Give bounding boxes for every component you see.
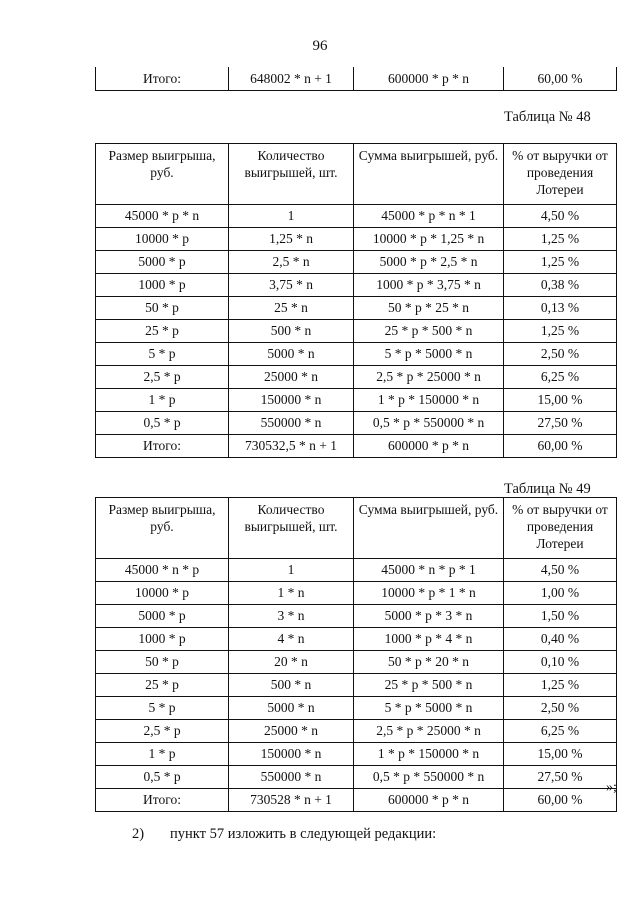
table-cell: 3,75 * n [229, 274, 354, 297]
table-cell: 15,00 % [504, 743, 617, 766]
table-cell: Итого: [96, 67, 229, 91]
column-header: % от выручки от проведения Лотереи [504, 144, 617, 205]
paragraph-text: пункт 57 изложить в следующей редакции: [170, 826, 437, 842]
table-cell: 1000 * p * 4 * n [354, 628, 504, 651]
table-cell: 25 * p [96, 320, 229, 343]
table-cell: 500 * n [229, 674, 354, 697]
table-cell: 10000 * p [96, 582, 229, 605]
table-cell: 1,25 % [504, 228, 617, 251]
table-row [96, 205, 617, 228]
table-cell: 5000 * p * 3 * n [354, 605, 504, 628]
table-cell: 25000 * n [229, 720, 354, 743]
table-cell: 600000 * p * n [354, 789, 504, 812]
table-cell: 1 [229, 559, 354, 582]
total-row [96, 789, 617, 812]
table-row [96, 605, 617, 628]
table-cell: 45000 * p * n * 1 [354, 205, 504, 228]
table-cell: 1 * n [229, 582, 354, 605]
table-cell: 2,5 * n [229, 251, 354, 274]
table-cell: 550000 * n [229, 766, 354, 789]
table-row [96, 366, 617, 389]
table-row [96, 743, 617, 766]
table-49-caption: Таблица № 49 [504, 481, 591, 497]
table-cell: 10000 * p * 1 * n [354, 582, 504, 605]
column-header: Размер выигрыша, руб. [96, 144, 229, 205]
table-cell: 10000 * p * 1,25 * n [354, 228, 504, 251]
page-number: 96 [312, 38, 328, 54]
table-cell: 1,25 * n [229, 228, 354, 251]
table-cell: 5 * p [96, 697, 229, 720]
table-cell: 50 * p [96, 651, 229, 674]
table-cell: 0,5 * p [96, 766, 229, 789]
table-cell: 45000 * p * n [96, 205, 229, 228]
table-cell: 25 * n [229, 297, 354, 320]
table-cell: 730532,5 * n + 1 [229, 435, 354, 458]
column-header: Размер выигрыша, руб. [96, 498, 229, 559]
table-cell: 45000 * n * p * 1 [354, 559, 504, 582]
column-header: Количество выигрышей, шт. [229, 144, 354, 205]
table-row [96, 651, 617, 674]
table-cell: 730528 * n + 1 [229, 789, 354, 812]
table-row [96, 720, 617, 743]
table-header-row [96, 498, 617, 559]
table-cell: 5 * p * 5000 * n [354, 697, 504, 720]
table-cell: 1,25 % [504, 251, 617, 274]
table-cell: 50 * p * 20 * n [354, 651, 504, 674]
table-cell: 0,5 * p [96, 412, 229, 435]
column-header: Сумма выигрышей, руб. [354, 498, 504, 559]
table-cell: 10000 * p [96, 228, 229, 251]
table-cell: 1,50 % [504, 605, 617, 628]
column-header: Сумма выигрышей, руб. [354, 144, 504, 205]
table-cell: 0,10 % [504, 651, 617, 674]
total-row [96, 435, 617, 458]
table-cell: 5000 * n [229, 697, 354, 720]
table-cell: 1 * p * 150000 * n [354, 743, 504, 766]
table-cell: 5000 * p [96, 605, 229, 628]
table-cell: 0,13 % [504, 297, 617, 320]
table-cell: 1000 * p * 3,75 * n [354, 274, 504, 297]
paragraph-number: 2) [132, 826, 145, 842]
table-cell: 1,25 % [504, 320, 617, 343]
table-cell: 600000 * p * n [354, 67, 504, 91]
table-row [96, 67, 617, 91]
table-header-row [96, 144, 617, 205]
table-cell: 5000 * n [229, 343, 354, 366]
table-cell: 5 * p * 5000 * n [354, 343, 504, 366]
table-cell: 25 * p * 500 * n [354, 674, 504, 697]
table-cell: 20 * n [229, 651, 354, 674]
table-row [96, 766, 617, 789]
table-cell: 60,00 % [504, 789, 617, 812]
table-cell: 15,00 % [504, 389, 617, 412]
table-cell: 50 * p * 25 * n [354, 297, 504, 320]
table-cell: 0,5 * p * 550000 * n [354, 766, 504, 789]
table-cell: 550000 * n [229, 412, 354, 435]
table-cell: 2,5 * p * 25000 * n [354, 366, 504, 389]
table-cell: 45000 * n * p [96, 559, 229, 582]
table-row [96, 251, 617, 274]
table-row [96, 297, 617, 320]
table-cell: 1 [229, 205, 354, 228]
table-cell: 1 * p * 150000 * n [354, 389, 504, 412]
table-cell: 5 * p [96, 343, 229, 366]
amendment-paragraph [132, 826, 436, 843]
table-48-caption: Таблица № 48 [504, 109, 591, 125]
table-row [96, 320, 617, 343]
table-cell: 1 * p [96, 389, 229, 412]
table-row [96, 559, 617, 582]
table-cell: 2,50 % [504, 697, 617, 720]
table-cell: 1,25 % [504, 674, 617, 697]
previous-table-total [95, 67, 617, 91]
table-cell: Итого: [96, 435, 229, 458]
table-cell: 150000 * n [229, 389, 354, 412]
table-cell: 4,50 % [504, 559, 617, 582]
table-cell: 5000 * p * 2,5 * n [354, 251, 504, 274]
table-cell: 3 * n [229, 605, 354, 628]
table-cell: 60,00 % [504, 67, 617, 91]
table-cell: 50 * p [96, 297, 229, 320]
table-cell: 25 * p * 500 * n [354, 320, 504, 343]
table-cell: 27,50 % [504, 766, 617, 789]
table-cell: 2,50 % [504, 343, 617, 366]
table-row [96, 628, 617, 651]
table-row [96, 674, 617, 697]
table-cell: 150000 * n [229, 743, 354, 766]
table-cell: 0,5 * p * 550000 * n [354, 412, 504, 435]
table-cell: 4,50 % [504, 205, 617, 228]
table-cell: 0,40 % [504, 628, 617, 651]
table-row [96, 582, 617, 605]
table-cell: 2,5 * p [96, 366, 229, 389]
table-cell: 1000 * p [96, 628, 229, 651]
table-row [96, 389, 617, 412]
table-cell: 1,00 % [504, 582, 617, 605]
closing-quote-mark: »; [606, 780, 617, 795]
table-cell: 60,00 % [504, 435, 617, 458]
table-row [96, 228, 617, 251]
table-cell: 6,25 % [504, 366, 617, 389]
table-cell: 6,25 % [504, 720, 617, 743]
column-header: % от выручки от проведения Лотереи [504, 498, 617, 559]
table-cell: 500 * n [229, 320, 354, 343]
table-cell: 4 * n [229, 628, 354, 651]
table-cell: 5000 * p [96, 251, 229, 274]
table-cell: 600000 * p * n [354, 435, 504, 458]
table-row [96, 412, 617, 435]
table-cell: 0,38 % [504, 274, 617, 297]
table-row [96, 274, 617, 297]
table-cell: 2,5 * p * 25000 * n [354, 720, 504, 743]
table-48 [95, 143, 617, 458]
column-header: Количество выигрышей, шт. [229, 498, 354, 559]
table-cell: 1000 * p [96, 274, 229, 297]
table-cell: 648002 * n + 1 [229, 67, 354, 91]
table-row [96, 697, 617, 720]
table-cell: 1 * p [96, 743, 229, 766]
table-cell: 2,5 * p [96, 720, 229, 743]
table-cell: 25000 * n [229, 366, 354, 389]
table-49 [95, 497, 617, 812]
table-row [96, 343, 617, 366]
table-cell: Итого: [96, 789, 229, 812]
table-cell: 27,50 % [504, 412, 617, 435]
table-cell: 25 * p [96, 674, 229, 697]
